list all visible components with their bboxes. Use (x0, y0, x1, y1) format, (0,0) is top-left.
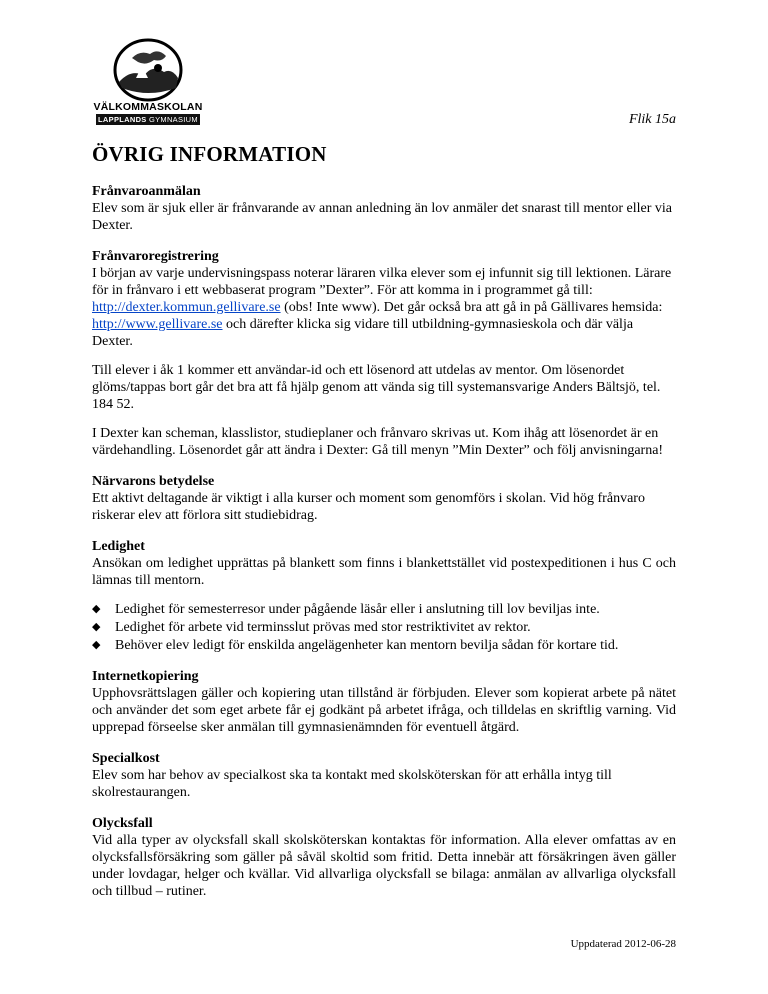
list-item (92, 637, 676, 654)
diamond-bullet-icon: ◆ (92, 621, 101, 633)
section-heading: Närvarons betydelse (92, 474, 215, 489)
section-specialkost (92, 750, 676, 801)
paragraph-part: och därefter klicka sig vidare till utbildning-gymnasieskola och där välja Dexter. (92, 317, 634, 349)
logo-bar-rest: GYMNASIUM (146, 115, 198, 124)
list-item (92, 619, 676, 636)
section-internetkopiering (92, 668, 676, 736)
list-item (92, 601, 676, 618)
section-text: Vid alla typer av olycksfall skall skolsköterskan kontaktas för information. Alla elever omfattas av en olycksfallsförsäkring som gäller på såväl skoltid som fritid. Detta innebär att försäkringen även gäller under lovdagar, helger och kvällar. Vid allvarliga olycksfall se bilaga: anmälan av allvarliga olycksfall och tillbud – rutiner. (92, 833, 676, 899)
section-text: Ett aktivt deltagande är viktigt i alla kurser och moment som genomförs i skolan. Vid hög frånvaro riskerar elev att förlora sitt studiebidrag. (92, 491, 645, 523)
section-heading: Internetkopiering (92, 669, 199, 684)
section-narvaro (92, 473, 676, 524)
section-franvaroanmalan (92, 183, 676, 234)
list-item-text: Behöver elev ledigt för enskilda angelägenheter kan mentorn bevilja sådan för kortare tid. (115, 638, 619, 653)
section-paragraph: I Dexter kan scheman, klasslistor, studieplaner och frånvaro skrivas ut. Kom ihåg att lösenordet är en värdehandling. Lösenordet går att ändra i Dexter: Gå till menyn ”Min Dexter” och följ anvisningarna! (92, 426, 664, 458)
section-paragraph: Till elever i åk 1 kommer ett användar-id och ett lösenord att utdelas av mentor. Om lösenordet glöms/tappas bort går det bra att få hjälp genom att vända sig till systemansvarige Anders Bältsjö, tel. 184 52. (92, 363, 661, 412)
ledighet-bullet-list (92, 601, 676, 654)
tab-label: Flik 15a (628, 112, 676, 127)
paragraph-part: (obs! Inte www). Det går också bra att gå in på Gällivares hemsida: (280, 300, 663, 315)
list-item-text: Ledighet för semesterresor under pågående läsår eller i anslutning till lov beviljas inte. (115, 602, 600, 617)
section-text: Elev som har behov av specialkost ska ta kontakt med skolsköterskan för att erhålla intyg till skolrestaurangen. (92, 768, 612, 800)
section-text: Upphovsrättslagen gäller och kopiering utan tillstånd är förbjuden. Elever som kopierat arbete på nätet och använder det som eget arbete får ej godkänt på arbetet ifråga, och tilldelas en skriftlig varning. Vid upprepad förseelse sker anmälan till gymnasienämnden för eventuell åtgärd. (92, 686, 676, 735)
section-olycksfall (92, 815, 676, 900)
section-heading: Specialkost (92, 751, 160, 766)
logo-emblem-icon (92, 38, 204, 102)
dexter-link[interactable]: http://dexter.kommun.gellivare.se (92, 300, 281, 315)
list-item-text: Ledighet för arbete vid terminsslut prövas med stor restriktivitet av rektor. (115, 620, 531, 635)
section-paragraph (92, 265, 676, 350)
section-ledighet (92, 538, 676, 654)
section-franvaroregistrering (92, 248, 676, 459)
section-text: Elev som är sjuk eller är frånvarande av annan anledning än lov anmäler det snarast till mentor eller via Dexter. (92, 201, 672, 233)
document-body (92, 142, 676, 914)
school-logo (92, 38, 204, 124)
section-heading: Olycksfall (92, 816, 153, 831)
paragraph-part: I början av varje undervisningspass noterar läraren vilka elever som ej infunnit sig till lektionen. Lärare för in frånvaro i ett webbaserat program ”Dexter”. För att komma in i programmet gå till: (92, 266, 672, 298)
updated-date: Uppdaterad 2012-06-28 (570, 938, 676, 950)
section-heading: Frånvaroregistrering (92, 249, 219, 264)
diamond-bullet-icon: ◆ (92, 639, 101, 651)
section-heading: Ledighet (92, 539, 145, 554)
section-heading: Frånvaroanmälan (92, 184, 201, 199)
logo-name: VÄLKOMMASKOLAN (93, 101, 203, 113)
section-text: Ansökan om ledighet upprättas på blankett som finns i blankettstället vid postexpeditionen i hus C och lämnas till mentorn. (92, 556, 676, 588)
diamond-bullet-icon: ◆ (92, 603, 101, 615)
page-title: ÖVRIG INFORMATION (92, 142, 327, 166)
logo-subtitle-bar (96, 114, 200, 125)
gellivare-link[interactable]: http://www.gellivare.se (92, 317, 223, 332)
logo-bar-bold: LAPPLANDS (98, 115, 147, 124)
